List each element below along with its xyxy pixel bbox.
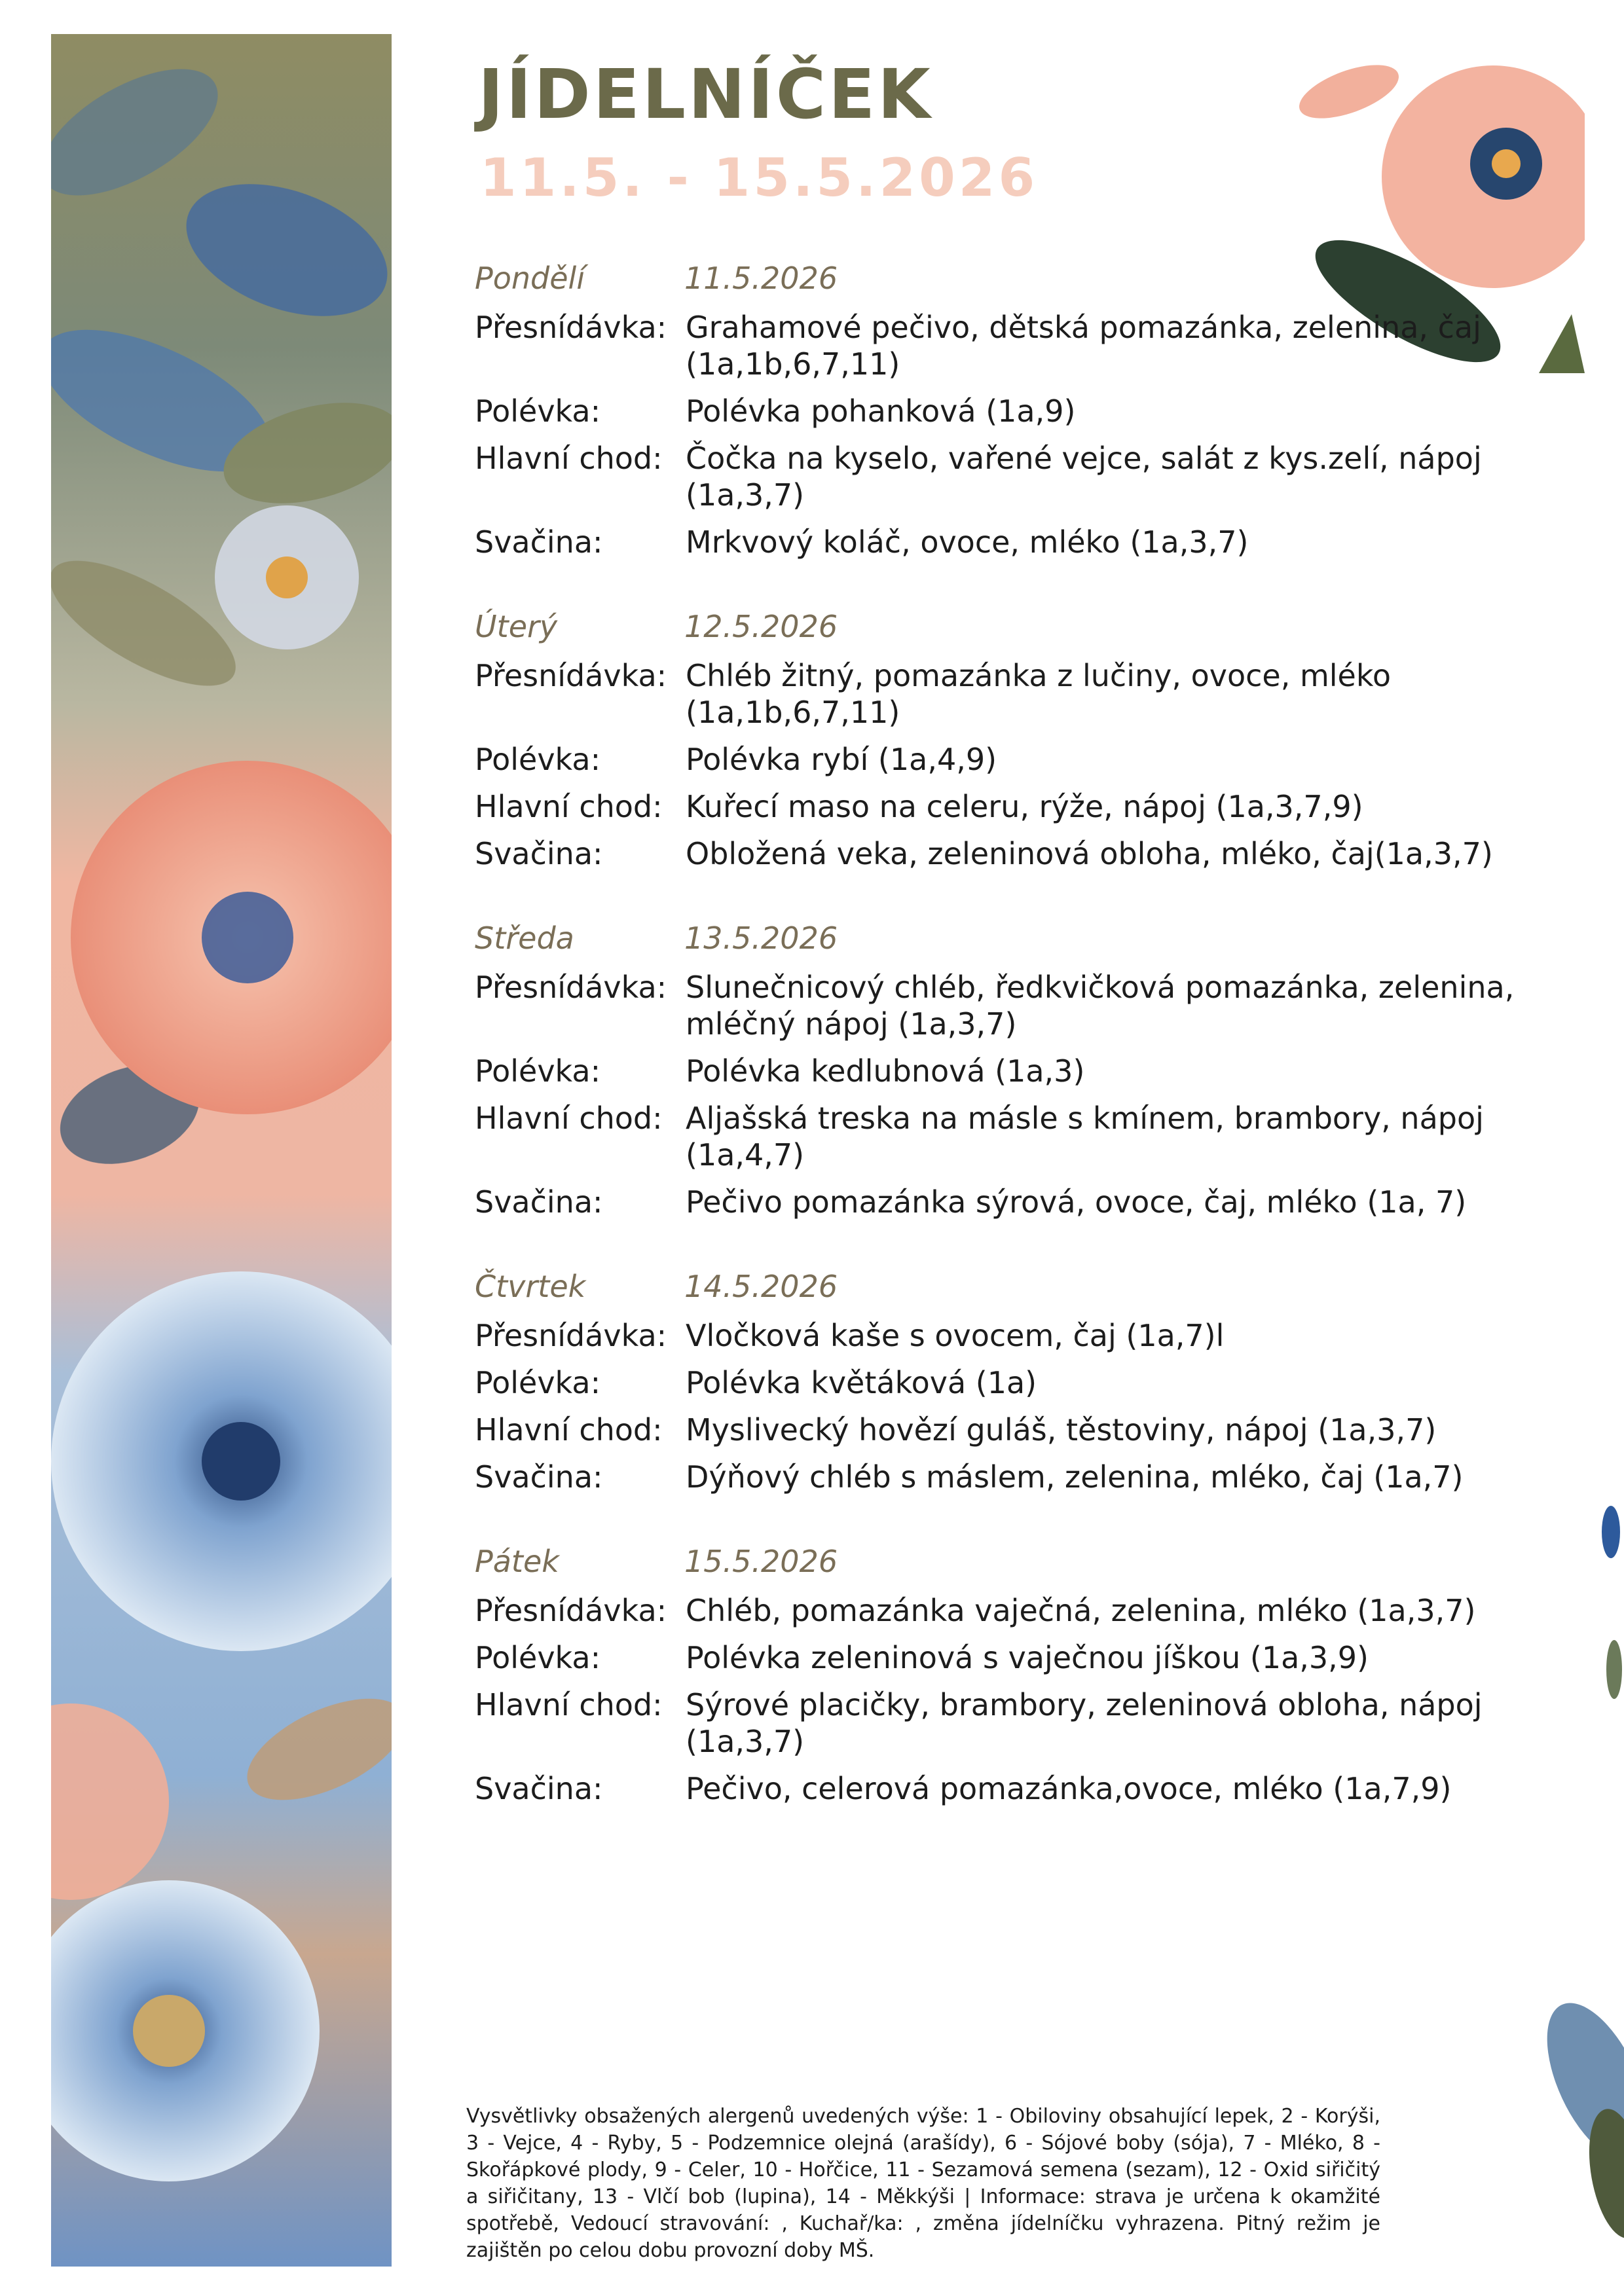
meal-text: Polévka kedlubnová (1a,3) bbox=[686, 1053, 1085, 1089]
day-section bbox=[475, 249, 1522, 560]
meal-row bbox=[475, 1592, 1522, 1629]
meal-row bbox=[475, 1100, 1522, 1173]
meal-label: Hlavní chod: bbox=[475, 441, 663, 476]
meal-row bbox=[475, 788, 1522, 825]
meal-label: Hlavní chod: bbox=[475, 1687, 663, 1722]
meal-row bbox=[475, 1412, 1522, 1448]
meal-label: Přesnídávka: bbox=[475, 658, 667, 693]
meal-row bbox=[475, 524, 1522, 560]
meal-text: Slunečnicový chléb, ředkvičková pomazánka, zelenina, mléčný nápoj (1a,3,7) bbox=[686, 970, 1515, 1042]
meal-text: Polévka zeleninová s vaječnou jíškou (1a,3,9) bbox=[686, 1640, 1369, 1675]
day-section bbox=[475, 1257, 1522, 1495]
day-date: 13.5.2026 bbox=[684, 920, 838, 957]
meal-text: Grahamové pečivo, dětská pomazánka, zelenina, čaj (1a,1b,6,7,11) bbox=[686, 310, 1481, 382]
meal-row bbox=[475, 1317, 1522, 1354]
day-name: Pátek bbox=[475, 1544, 559, 1580]
leaf-edge-right bbox=[1526, 1506, 1624, 2239]
meal-row bbox=[475, 309, 1522, 382]
meal-label: Polévka: bbox=[475, 1640, 601, 1675]
day-header bbox=[475, 1257, 1522, 1307]
meal-text: Chléb žitný, pomazánka z lučiny, ovoce, mléko (1a,1b,6,7,11) bbox=[686, 658, 1392, 730]
meal-label: Hlavní chod: bbox=[475, 1412, 663, 1448]
meal-text: Čočka na kyselo, vařené vejce, salát z kys.zelí, nápoj (1a,3,7) bbox=[686, 441, 1482, 513]
meal-text: Myslivecký hovězí guláš, těstoviny, nápoj (1a,3,7) bbox=[686, 1412, 1437, 1448]
meal-label: Svačina: bbox=[475, 836, 603, 871]
meal-text: Vločková kaše s ovocem, čaj (1a,7)l bbox=[686, 1318, 1225, 1353]
meal-row bbox=[475, 741, 1522, 778]
meal-label: Svačina: bbox=[475, 1459, 603, 1495]
meal-row bbox=[475, 1639, 1522, 1676]
meal-label: Přesnídávka: bbox=[475, 1593, 667, 1628]
day-date: 14.5.2026 bbox=[684, 1269, 838, 1305]
meal-label: Svačina: bbox=[475, 1184, 603, 1220]
day-name: Čtvrtek bbox=[475, 1269, 586, 1305]
meal-label: Hlavní chod: bbox=[475, 1101, 663, 1136]
meal-text: Polévka pohanková (1a,9) bbox=[686, 393, 1076, 429]
meal-label: Polévka: bbox=[475, 1365, 601, 1400]
meal-row bbox=[475, 440, 1522, 513]
day-name: Úterý bbox=[475, 609, 558, 645]
meal-row bbox=[475, 1686, 1522, 1760]
meal-row bbox=[475, 1459, 1522, 1495]
day-header bbox=[475, 1532, 1522, 1582]
meal-label: Přesnídávka: bbox=[475, 1318, 667, 1353]
meal-label: Svačina: bbox=[475, 1771, 603, 1806]
day-name: Středa bbox=[475, 920, 574, 957]
day-header bbox=[475, 597, 1522, 647]
allergen-footnote: Vysvětlivky obsažených alergenů uvedených výše: 1 - Obiloviny obsahující lepek, 2 - Korýši, 3 - Vejce, 4 - Ryby, 5 - Podzemnice olejná (arašídy), 6 - Sójové boby (sója), 7 - Mléko, 8 - Skořápkové plody, 9 - Celer, 10 - Hořčice, 11 - Sezamová semena (sezam), 12 - Oxid siřičitý a siřičitany, 13 - Vlčí bob (lupina), 14 - Měkkýši | Informace: strava je určena k okamžité spotřebě, Vedoucí stravování: , Kuchař/ka: , změna jídelníčku vyhrazena. Pitný režim je zajištěn po celou dobu provozní doby MŠ. bbox=[466, 2105, 1380, 2262]
meal-label: Svačina: bbox=[475, 524, 603, 560]
meal-label: Polévka: bbox=[475, 1053, 601, 1089]
meal-text: Pečivo pomazánka sýrová, ovoce, čaj, mléko (1a, 7) bbox=[686, 1184, 1467, 1220]
meal-text: Chléb, pomazánka vaječná, zelenina, mléko (1a,3,7) bbox=[686, 1593, 1476, 1628]
day-section bbox=[475, 597, 1522, 872]
meal-row bbox=[475, 1184, 1522, 1220]
date-range: 11.5. - 15.5.2026 bbox=[480, 147, 1039, 208]
meal-label: Hlavní chod: bbox=[475, 789, 663, 824]
meal-label: Polévka: bbox=[475, 742, 601, 777]
meal-label: Přesnídávka: bbox=[475, 970, 667, 1005]
meal-row bbox=[475, 1053, 1522, 1089]
day-name: Pondělí bbox=[475, 261, 585, 297]
meal-text: Obložená veka, zeleninová obloha, mléko, čaj(1a,3,7) bbox=[686, 836, 1493, 871]
day-header bbox=[475, 249, 1522, 299]
daisy-flower bbox=[215, 505, 359, 649]
day-header bbox=[475, 909, 1522, 958]
floral-watercolor-strip bbox=[51, 34, 392, 2267]
meal-text: Aljašská treska na másle s kmínem, brambory, nápoj (1a,4,7) bbox=[686, 1101, 1484, 1173]
day-section bbox=[475, 1532, 1522, 1807]
meal-row bbox=[475, 1364, 1522, 1401]
meal-text: Polévka rybí (1a,4,9) bbox=[686, 742, 997, 777]
day-section bbox=[475, 909, 1522, 1220]
meal-row bbox=[475, 835, 1522, 872]
meal-text: Sýrové placičky, brambory, zeleninová obloha, nápoj (1a,3,7) bbox=[686, 1687, 1483, 1759]
meal-row bbox=[475, 969, 1522, 1042]
meal-label: Přesnídávka: bbox=[475, 310, 667, 345]
day-list bbox=[475, 249, 1522, 1844]
meal-text: Pečivo, celerová pomazánka,ovoce, mléko (1a,7,9) bbox=[686, 1771, 1452, 1806]
meal-text: Mrkvový koláč, ovoce, mléko (1a,3,7) bbox=[686, 524, 1249, 560]
meal-row bbox=[475, 393, 1522, 429]
meal-row bbox=[475, 1770, 1522, 1807]
day-date: 12.5.2026 bbox=[684, 609, 838, 645]
meal-row bbox=[475, 657, 1522, 731]
day-date: 15.5.2026 bbox=[684, 1544, 838, 1580]
meal-text: Polévka květáková (1a) bbox=[686, 1365, 1037, 1400]
day-date: 11.5.2026 bbox=[684, 261, 838, 297]
meal-text: Dýňový chléb s máslem, zelenina, mléko, čaj (1a,7) bbox=[686, 1459, 1464, 1495]
menu-title: JÍDELNÍČEK bbox=[478, 54, 933, 134]
meal-text: Kuřecí maso na celeru, rýže, nápoj (1a,3,7,9) bbox=[686, 789, 1363, 824]
meal-label: Polévka: bbox=[475, 393, 601, 429]
